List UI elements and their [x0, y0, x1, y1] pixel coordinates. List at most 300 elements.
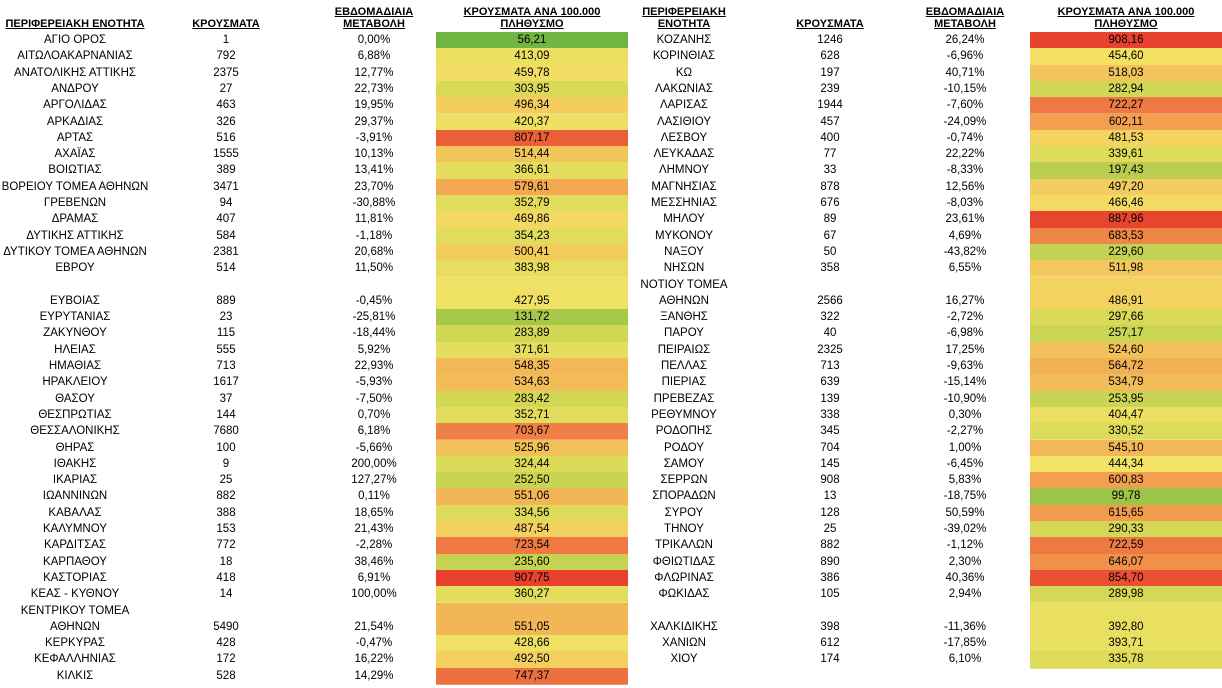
- cell-cases: 704: [820, 441, 840, 454]
- cell-rate: 514,44: [436, 146, 628, 163]
- cell-change: -8,03%: [946, 197, 984, 209]
- cell-rate: 564,72: [1030, 358, 1222, 375]
- cell-region: ΧΑΝΙΩΝ: [662, 637, 706, 650]
- cell-region: ΙΩΑΝΝΙΝΩΝ: [42, 490, 108, 503]
- cell-region: ΣΥΡΟΥ: [664, 506, 704, 519]
- cell-change: 19,95%: [354, 99, 394, 112]
- cell-cases: 94: [219, 197, 233, 209]
- cell-region: ΡΟΔΟΠΗΣ: [655, 425, 713, 438]
- cell-region: [0, 277, 150, 293]
- table-row: [0, 325, 628, 341]
- table-row: [634, 277, 1222, 293]
- cell-region: ΘΕΣΠΡΩΤΙΑΣ: [38, 408, 112, 421]
- table-row: [0, 423, 628, 439]
- cell-change: 23,61%: [945, 213, 985, 226]
- table-row: [0, 179, 628, 195]
- table-row: [634, 309, 1222, 325]
- table-row: [0, 97, 628, 113]
- cell-change: 6,88%: [357, 50, 391, 63]
- cell-region: ΑΓΙΟ ΟΡΟΣ: [43, 34, 106, 46]
- cell-region: ΔΥΤΙΚΟΥ ΤΟΜΕΑ ΑΘΗΝΩΝ: [3, 245, 147, 258]
- cell-rate: 257,17: [1030, 325, 1222, 342]
- table-row: [0, 505, 628, 521]
- cell-cases: 128: [820, 506, 840, 519]
- table-row: [634, 651, 1222, 667]
- cell-rate: 330,52: [1030, 423, 1222, 440]
- cell-rate: 428,66: [436, 635, 628, 652]
- header-per-100k: ΚΡΟΥΣΜΑΤΑ ΑΝΑ 100.000 ΠΛΗΘΥΣΜΟ: [463, 6, 601, 30]
- table-row: [0, 521, 628, 537]
- cell-cases: 7680: [213, 425, 239, 438]
- cell-region: ΗΛΕΙΑΣ: [54, 343, 96, 356]
- cell-region: ΚΕΑΣ - ΚΥΘΝΟΥ: [30, 588, 120, 601]
- cell-cases: 713: [820, 360, 840, 372]
- right-table: [634, 0, 1222, 688]
- cell-region: ΑΡΓΟΛΙΔΑΣ: [43, 99, 107, 112]
- cell-cases: 418: [216, 571, 236, 584]
- cell-change: 0,11%: [358, 490, 390, 503]
- cell-region: ΤΡΙΚΑΛΩΝ: [655, 539, 713, 552]
- table-row: [634, 342, 1222, 358]
- table-row: [634, 325, 1222, 341]
- cell-region: [634, 603, 734, 619]
- cell-cases: 555: [216, 343, 236, 356]
- cell-rate: 500,41: [436, 244, 628, 261]
- cell-cases: 882: [820, 539, 840, 552]
- cell-rate: 459,78: [436, 65, 628, 82]
- cell-region: ΧΑΛΚΙΔΙΚΗΣ: [650, 620, 718, 633]
- cell-cases: 345: [820, 425, 840, 438]
- cell-region: ΑΝΔΡΟΥ: [51, 82, 99, 95]
- cell-region: ΙΘΑΚΗΣ: [53, 457, 97, 470]
- cell-change: -7,60%: [946, 99, 984, 112]
- cell-change: -39,02%: [943, 523, 987, 535]
- cell-rate: 360,27: [436, 586, 628, 603]
- cell-cases: 27: [219, 82, 233, 95]
- table-row: [634, 244, 1222, 260]
- cell-change: 100,00%: [351, 588, 397, 601]
- cell-region: ΜΗΛΟΥ: [663, 213, 705, 226]
- header-region-right: ΠΕΡΙΦΕΡΕΙΑΚΗ ΕΝΟΤΗΤΑ: [642, 6, 726, 30]
- cell-region: ΠΑΡΟΥ: [664, 327, 704, 340]
- cell-cases: [792, 277, 868, 293]
- table-row: [0, 603, 628, 619]
- cell-rate: 722,59: [1030, 537, 1222, 554]
- cell-cases: [188, 277, 264, 293]
- cell-change: 16,27%: [945, 294, 985, 307]
- cell-change: 13,41%: [354, 164, 394, 177]
- table-row: [0, 586, 628, 602]
- cell-region: ΡΕΘΥΜΝΟΥ: [651, 408, 717, 421]
- table-row: [0, 48, 628, 64]
- cell-cases: 37: [219, 392, 233, 405]
- cell-cases: 1246: [817, 34, 843, 46]
- table-row: [634, 537, 1222, 553]
- table-row: [0, 440, 628, 456]
- cell-region: ΚΑΡΔΙΤΣΑΣ: [44, 539, 106, 552]
- cell-region: ΚΕΡΚΥΡΑΣ: [45, 637, 105, 650]
- table-row: [0, 277, 628, 293]
- cell-rate: 334,56: [436, 505, 628, 522]
- cell-rate: 551,06: [436, 488, 628, 505]
- cell-cases: 5490: [213, 620, 239, 633]
- cell-region: ΧΙΟΥ: [670, 653, 698, 666]
- cell-rate: 235,60: [436, 554, 628, 571]
- cell-rate: 511,98: [1030, 260, 1222, 277]
- cell-cases: 172: [216, 653, 236, 666]
- cell-change: -7,50%: [355, 392, 393, 405]
- cell-cases: 338: [820, 408, 840, 421]
- cell-rate: 487,54: [436, 521, 628, 538]
- cell-region: ΛΕΥΚΑΔΑΣ: [653, 148, 715, 161]
- cell-rate: 534,79: [1030, 374, 1222, 391]
- cell-region: ΜΕΣΣΗΝΙΑΣ: [650, 197, 718, 209]
- table-row: [0, 619, 628, 635]
- cell-region: ΣΠΟΡΑΔΩΝ: [652, 490, 716, 503]
- cell-rate: [436, 277, 628, 294]
- cell-rate: 131,72: [436, 309, 628, 326]
- cell-change: -5,66%: [355, 441, 393, 454]
- cell-cases: 50: [823, 245, 837, 258]
- cell-change: 12,77%: [354, 66, 394, 79]
- cell-cases: 1: [222, 34, 230, 46]
- cell-cases: 428: [216, 637, 236, 650]
- cell-change: 22,93%: [354, 360, 394, 372]
- cell-cases: 1555: [213, 148, 239, 161]
- cell-change: 11,81%: [354, 213, 394, 226]
- cell-region: ΓΡΕΒΕΝΩΝ: [43, 197, 107, 209]
- cell-rate: 404,47: [1030, 407, 1222, 424]
- cell-rate: 371,61: [436, 342, 628, 359]
- table-row: [0, 407, 628, 423]
- table-row: [634, 228, 1222, 244]
- cell-region: ΒΟΡΕΙΟΥ ΤΟΜΕΑ ΑΘΗΝΩΝ: [1, 180, 149, 193]
- cell-change: 50,59%: [945, 506, 985, 519]
- cell-rate: 290,33: [1030, 521, 1222, 538]
- cell-cases: 33: [823, 164, 837, 177]
- table-row: [0, 488, 628, 504]
- cell-region: ΠΕΙΡΑΙΩΣ: [657, 343, 711, 356]
- cell-cases: 25: [823, 523, 837, 535]
- cell-change: -2,27%: [946, 425, 984, 438]
- cell-rate: 525,96: [436, 440, 628, 457]
- cell-region: ΙΚΑΡΙΑΣ: [52, 474, 98, 487]
- cell-rate: 420,37: [436, 114, 628, 131]
- cell-change: [909, 603, 1021, 619]
- cell-cases: 878: [820, 180, 840, 193]
- cell-cases: 89: [823, 213, 837, 226]
- cell-change: -43,82%: [943, 245, 987, 258]
- cell-rate: 579,61: [436, 179, 628, 196]
- table-row: [0, 472, 628, 488]
- cell-rate: 466,46: [1030, 195, 1222, 212]
- table-row: [634, 195, 1222, 211]
- cell-region: ΚΕΝΤΡΙΚΟΥ ΤΟΜΕΑ: [20, 604, 130, 617]
- cell-region: ΤΗΝΟΥ: [664, 523, 704, 535]
- cell-cases: 1617: [213, 376, 239, 389]
- cell-change: -10,90%: [943, 392, 987, 405]
- cell-change: -2,28%: [355, 539, 393, 552]
- cell-change: 11,50%: [354, 262, 394, 275]
- cell-region: ΒΟΙΩΤΙΑΣ: [48, 164, 102, 177]
- cell-cases: 239: [820, 82, 840, 95]
- cell-cases: 400: [820, 131, 840, 144]
- table-row: [634, 407, 1222, 423]
- cell-region: ΚΑΒΑΛΑΣ: [48, 506, 102, 519]
- cell-region: ΑΘΗΝΩΝ: [659, 294, 709, 307]
- cell-rate: 335,78: [1030, 651, 1222, 668]
- cell-change: 0,00%: [357, 34, 391, 46]
- cell-rate: 289,98: [1030, 586, 1222, 603]
- cell-region: ΚΟΖΑΝΗΣ: [656, 34, 712, 46]
- cell-rate: 907,75: [436, 570, 628, 587]
- cell-region: ΖΑΚΥΝΘΟΥ: [43, 327, 107, 340]
- cell-change: 2,94%: [948, 588, 982, 601]
- cell-cases: 14: [219, 588, 233, 601]
- table-row: [634, 619, 1222, 635]
- cell-region: ΝΑΞΟΥ: [664, 245, 704, 258]
- cell-change: 12,56%: [945, 180, 985, 193]
- cell-rate: 908,16: [1030, 32, 1222, 49]
- table-row: [634, 570, 1222, 586]
- cell-change: 10,13%: [354, 148, 394, 161]
- cell-cases: 2375: [213, 66, 239, 79]
- cell-cases: 139: [820, 392, 840, 405]
- table-row: [0, 81, 628, 97]
- cell-cases: 2566: [817, 294, 843, 307]
- cell-rate: 545,10: [1030, 440, 1222, 457]
- cell-cases: 1944: [817, 99, 843, 112]
- cell-rate: 339,61: [1030, 146, 1222, 163]
- table-row: [634, 65, 1222, 81]
- cell-rate: 282,94: [1030, 81, 1222, 98]
- cell-region: ΞΑΝΘΗΣ: [660, 311, 708, 324]
- cell-rate: 600,83: [1030, 472, 1222, 489]
- cell-cases: 772: [216, 539, 236, 552]
- cell-change: 5,83%: [948, 474, 982, 487]
- table-row: [634, 440, 1222, 456]
- cell-cases: 584: [216, 229, 236, 242]
- header-region: ΠΕΡΙΦΕΡΕΙΑΚΗ ΕΝΟΤΗΤΑ: [5, 18, 145, 30]
- cell-cases: 676: [820, 197, 840, 209]
- cell-rate: 492,50: [436, 651, 628, 668]
- cell-rate: 497,20: [1030, 179, 1222, 196]
- cell-rate: 393,71: [1030, 635, 1222, 652]
- cell-cases: 639: [820, 376, 840, 389]
- cell-change: 2,30%: [948, 555, 982, 568]
- cell-region: ΠΡΕΒΕΖΑΣ: [653, 392, 715, 405]
- cell-rate: 303,95: [436, 81, 628, 98]
- cell-region: ΡΟΔΟΥ: [663, 441, 705, 454]
- cell-change: -6,96%: [946, 50, 984, 63]
- cell-change: 16,22%: [354, 653, 394, 666]
- table-row: [634, 97, 1222, 113]
- cell-rate: 518,03: [1030, 65, 1222, 82]
- cell-change: -18,44%: [352, 327, 396, 340]
- cell-rate: 352,71: [436, 407, 628, 424]
- cell-change: -8,33%: [946, 164, 984, 177]
- cell-cases: 23: [219, 311, 233, 324]
- cell-change: -0,47%: [355, 637, 393, 650]
- table-row: [0, 65, 628, 81]
- cell-region: ΛΑΚΩΝΙΑΣ: [655, 82, 713, 95]
- cell-region: ΦΘΙΩΤΙΔΑΣ: [652, 555, 716, 568]
- cell-rate: [1030, 603, 1222, 620]
- cell-cases: 792: [216, 50, 236, 63]
- table-row: [634, 260, 1222, 276]
- cell-region: ΦΛΩΡΙΝΑΣ: [654, 571, 714, 584]
- table-row: [0, 668, 628, 684]
- cell-cases: 358: [820, 262, 840, 275]
- cell-rate: 56,21: [436, 32, 628, 49]
- cell-rate: 854,70: [1030, 570, 1222, 587]
- cell-cases: 528: [216, 669, 236, 682]
- cell-region: ΘΕΣΣΑΛΟΝΙΚΗΣ: [30, 425, 120, 438]
- cell-cases: 2381: [213, 245, 239, 258]
- cell-change: -10,15%: [943, 82, 987, 95]
- cell-region: ΚΑΛΥΜΝΟΥ: [43, 523, 107, 535]
- cell-change: -11,36%: [944, 620, 986, 633]
- cell-change: 5,92%: [357, 343, 391, 356]
- table-row: [634, 162, 1222, 178]
- cell-cases: 13: [823, 490, 837, 503]
- table-row: [0, 554, 628, 570]
- cell-change: -15,14%: [943, 376, 987, 389]
- cell-cases: 2325: [817, 343, 843, 356]
- cell-cases: 516: [216, 131, 236, 144]
- cell-cases: 100: [216, 441, 236, 454]
- cell-cases: 144: [216, 408, 236, 421]
- table-row: [634, 358, 1222, 374]
- table-row: [634, 488, 1222, 504]
- cell-cases: 398: [820, 620, 840, 633]
- cell-region: ΦΩΚΙΔΑΣ: [658, 588, 710, 601]
- cell-rate: 548,35: [436, 358, 628, 375]
- cell-cases: 9: [222, 457, 230, 470]
- cell-region: ΚΟΡΙΝΘΙΑΣ: [652, 50, 716, 63]
- table-row: [634, 81, 1222, 97]
- cell-region: ΔΥΤΙΚΗΣ ΑΤΤΙΚΗΣ: [26, 229, 124, 242]
- table-row: [634, 32, 1222, 48]
- cell-change: [909, 277, 1021, 293]
- cell-change: 0,70%: [357, 408, 391, 421]
- cell-rate: [1030, 277, 1222, 294]
- table-row: [0, 130, 628, 146]
- cell-cases: 386: [820, 571, 840, 584]
- cell-rate: 253,95: [1030, 391, 1222, 408]
- table-row: [0, 309, 628, 325]
- header-cases-right: ΚΡΟΥΣΜΑΤΑ: [796, 18, 864, 30]
- cell-change: 14,29%: [354, 669, 394, 682]
- cell-region: ΔΡΑΜΑΣ: [51, 213, 99, 226]
- cell-change: [318, 277, 430, 293]
- cell-region: ΑΡΚΑΔΙΑΣ: [46, 115, 104, 128]
- cell-change: -2,72%: [946, 311, 984, 324]
- cell-change: 20,68%: [354, 245, 394, 258]
- table-row: [0, 244, 628, 260]
- table-row: [0, 570, 628, 586]
- table-row: [0, 146, 628, 162]
- table-row: [0, 293, 628, 309]
- cell-change: -5,93%: [355, 376, 393, 389]
- cell-region: ΠΕΛΛΑΣ: [660, 360, 708, 372]
- cell-cases: 145: [820, 457, 840, 470]
- table-row: [0, 195, 628, 211]
- cell-change: -6,45%: [946, 457, 984, 470]
- cell-cases: 388: [216, 506, 236, 519]
- cell-change: 200,00%: [351, 457, 397, 470]
- cell-change: -25,81%: [352, 311, 396, 324]
- table-row: [634, 472, 1222, 488]
- table-row: [634, 603, 1222, 619]
- cell-region: ΚΑΡΠΑΘΟΥ: [43, 555, 107, 568]
- cell-cases: 67: [823, 229, 837, 242]
- cell-rate: [436, 603, 628, 620]
- cell-cases: 153: [216, 523, 236, 535]
- cell-change: 6,18%: [357, 425, 391, 438]
- cell-rate: 486,91: [1030, 293, 1222, 310]
- table-row: [0, 651, 628, 667]
- cell-region: ΛΗΜΝΟΥ: [658, 164, 710, 177]
- cell-change: 17,25%: [945, 343, 985, 356]
- table-row: [634, 48, 1222, 64]
- cell-change: -24,09%: [943, 115, 987, 128]
- cell-region: ΠΙΕΡΙΑΣ: [661, 376, 707, 389]
- cell-change: 4,69%: [948, 229, 982, 242]
- table-row: [0, 537, 628, 553]
- cell-cases: 457: [820, 115, 840, 128]
- cell-rate: 413,09: [436, 48, 628, 65]
- cell-region: ΣΕΡΡΩΝ: [660, 474, 708, 487]
- table-row: [0, 162, 628, 178]
- cell-region: ΝΗΣΩΝ: [663, 262, 705, 275]
- cell-change: 22,73%: [354, 82, 394, 95]
- cell-rate: 297,66: [1030, 309, 1222, 326]
- table-row: [0, 635, 628, 651]
- cell-change: 0,30%: [948, 408, 982, 421]
- table-row: [634, 130, 1222, 146]
- cell-rate: 229,60: [1030, 244, 1222, 261]
- cell-change: 23,70%: [354, 180, 394, 193]
- cell-region: ΣΑΜΟΥ: [663, 457, 705, 470]
- header-cases: ΚΡΟΥΣΜΑΤΑ: [192, 18, 260, 30]
- cell-change: [318, 603, 430, 619]
- table-row: [0, 342, 628, 358]
- cell-region: ΘΑΣΟΥ: [55, 392, 95, 405]
- cell-region: ΘΗΡΑΣ: [55, 441, 95, 454]
- table-row: [634, 211, 1222, 227]
- cell-change: -1,12%: [946, 539, 984, 552]
- table-row: [0, 211, 628, 227]
- header-per-100k-right: ΚΡΟΥΣΜΑΤΑ ΑΝΑ 100.000 ΠΛΗΘΥΣΜΟ: [1057, 6, 1195, 30]
- cell-cases: 197: [820, 66, 840, 79]
- cell-cases: [188, 603, 264, 619]
- cell-rate: 283,42: [436, 391, 628, 408]
- table-row: [0, 358, 628, 374]
- table-row: [634, 179, 1222, 195]
- cell-cases: 407: [216, 213, 236, 226]
- cell-region: ΜΥΚΟΝΟΥ: [654, 229, 714, 242]
- cell-rate: 444,34: [1030, 456, 1222, 473]
- cell-change: 38,46%: [354, 555, 394, 568]
- table-row: [0, 228, 628, 244]
- cell-change: -30,88%: [352, 197, 396, 209]
- table-row: [634, 146, 1222, 162]
- cell-change: 40,36%: [945, 571, 985, 584]
- cell-rate: 602,11: [1030, 114, 1222, 131]
- cell-change: 6,10%: [948, 653, 982, 666]
- cell-cases: 105: [820, 588, 840, 601]
